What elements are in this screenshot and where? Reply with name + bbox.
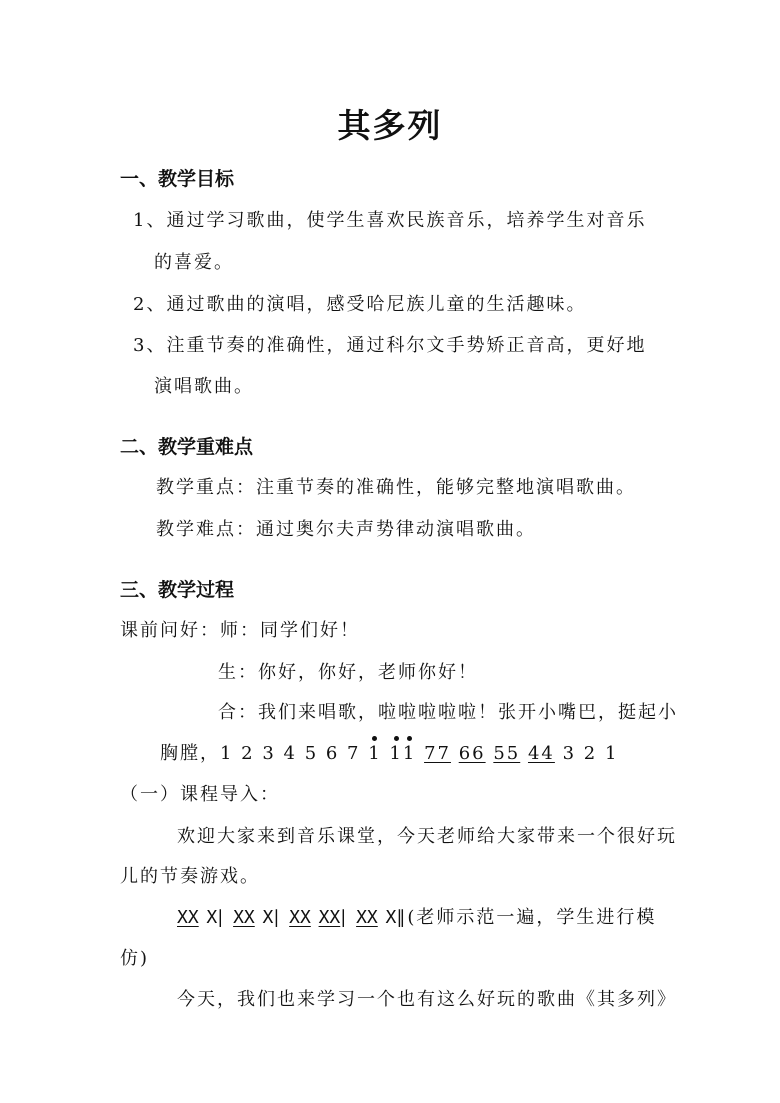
rhythm-xx: XX — [289, 907, 311, 928]
objective-item-2: 2、通过歌曲的演唱，感受哈尼族儿童的生活趣味。 — [133, 294, 587, 315]
rhythm-x: X — [385, 907, 397, 928]
rhythm-x: X — [262, 907, 274, 928]
note-66: 66 — [458, 743, 486, 764]
rhythm-xx: XX — [233, 907, 255, 928]
key-point-text: 教学重点：注重节奏的准确性，能够完整地演唱歌曲。 — [156, 477, 636, 498]
song-intro-paragraph: 今天，我们也来学习一个也有这么好玩的歌曲《其多列》 — [177, 989, 677, 1010]
intro-paragraph-line2: 儿的节奏游戏。 — [120, 866, 260, 887]
greeting-together: 合：我们来唱歌，啦啦啦啦啦！张开小嘴巴，挺起小 — [218, 702, 678, 723]
rhythm-xx: XX — [177, 907, 199, 928]
section-heading-objectives: 一、教学目标 — [120, 168, 235, 190]
note-55: 55 — [493, 743, 521, 764]
rhythm-line — [177, 903, 656, 929]
bar-line: | — [273, 907, 282, 928]
section-heading-process: 三、教学过程 — [120, 579, 235, 601]
notation-tail: 3 2 1 — [562, 743, 619, 764]
bar-line: | — [340, 907, 349, 928]
document-title: 其多列 — [337, 106, 443, 145]
objective-item-1-cont: 的喜爱。 — [154, 252, 234, 273]
difficulty-text: 教学难点：通过奥尔夫声势律动演唱歌曲。 — [156, 519, 536, 540]
high-note-2b: 1 — [402, 743, 417, 764]
note-44: 44 — [527, 743, 555, 764]
intro-paragraph-line1: 欢迎大家来到音乐课堂，今天老师给大家带来一个很好玩 — [177, 826, 677, 847]
note-77: 77 — [424, 743, 451, 764]
objective-item-3: 3、注重节奏的准确性，通过科尔文手势矫正音高，更好地 — [133, 335, 647, 356]
objective-item-1: 1、通过学习歌曲，使学生喜欢民族音乐，培养学生对音乐 — [133, 210, 647, 231]
rhythm-xx: XX — [318, 907, 341, 928]
greeting-student: 生：你好，你好，老师你好！ — [218, 662, 478, 683]
rhythm-x: X — [206, 907, 218, 928]
high-note-1: 1 — [368, 743, 382, 764]
rhythm-xx: XX — [356, 907, 378, 928]
section-heading-key-points: 二、教学重难点 — [120, 436, 254, 458]
subsection-intro: （一）课程导入： — [120, 784, 280, 805]
rhythm-note-cont: 仿) — [120, 948, 150, 969]
notation-prefix: 胸膛，1 2 3 4 5 6 7 — [160, 743, 361, 764]
objective-item-3-cont: 演唱歌曲。 — [154, 376, 254, 397]
rhythm-note: (老师示范一遍，学生进行模 — [407, 907, 657, 928]
high-note-2a: 1 — [389, 743, 403, 764]
high-notes-group — [389, 743, 416, 764]
bar-line: | — [217, 907, 226, 928]
greeting-teacher: 课前问好：师：同学们好！ — [120, 620, 360, 641]
end-bar-line: ‖ — [396, 907, 408, 928]
notation-line — [160, 739, 618, 765]
